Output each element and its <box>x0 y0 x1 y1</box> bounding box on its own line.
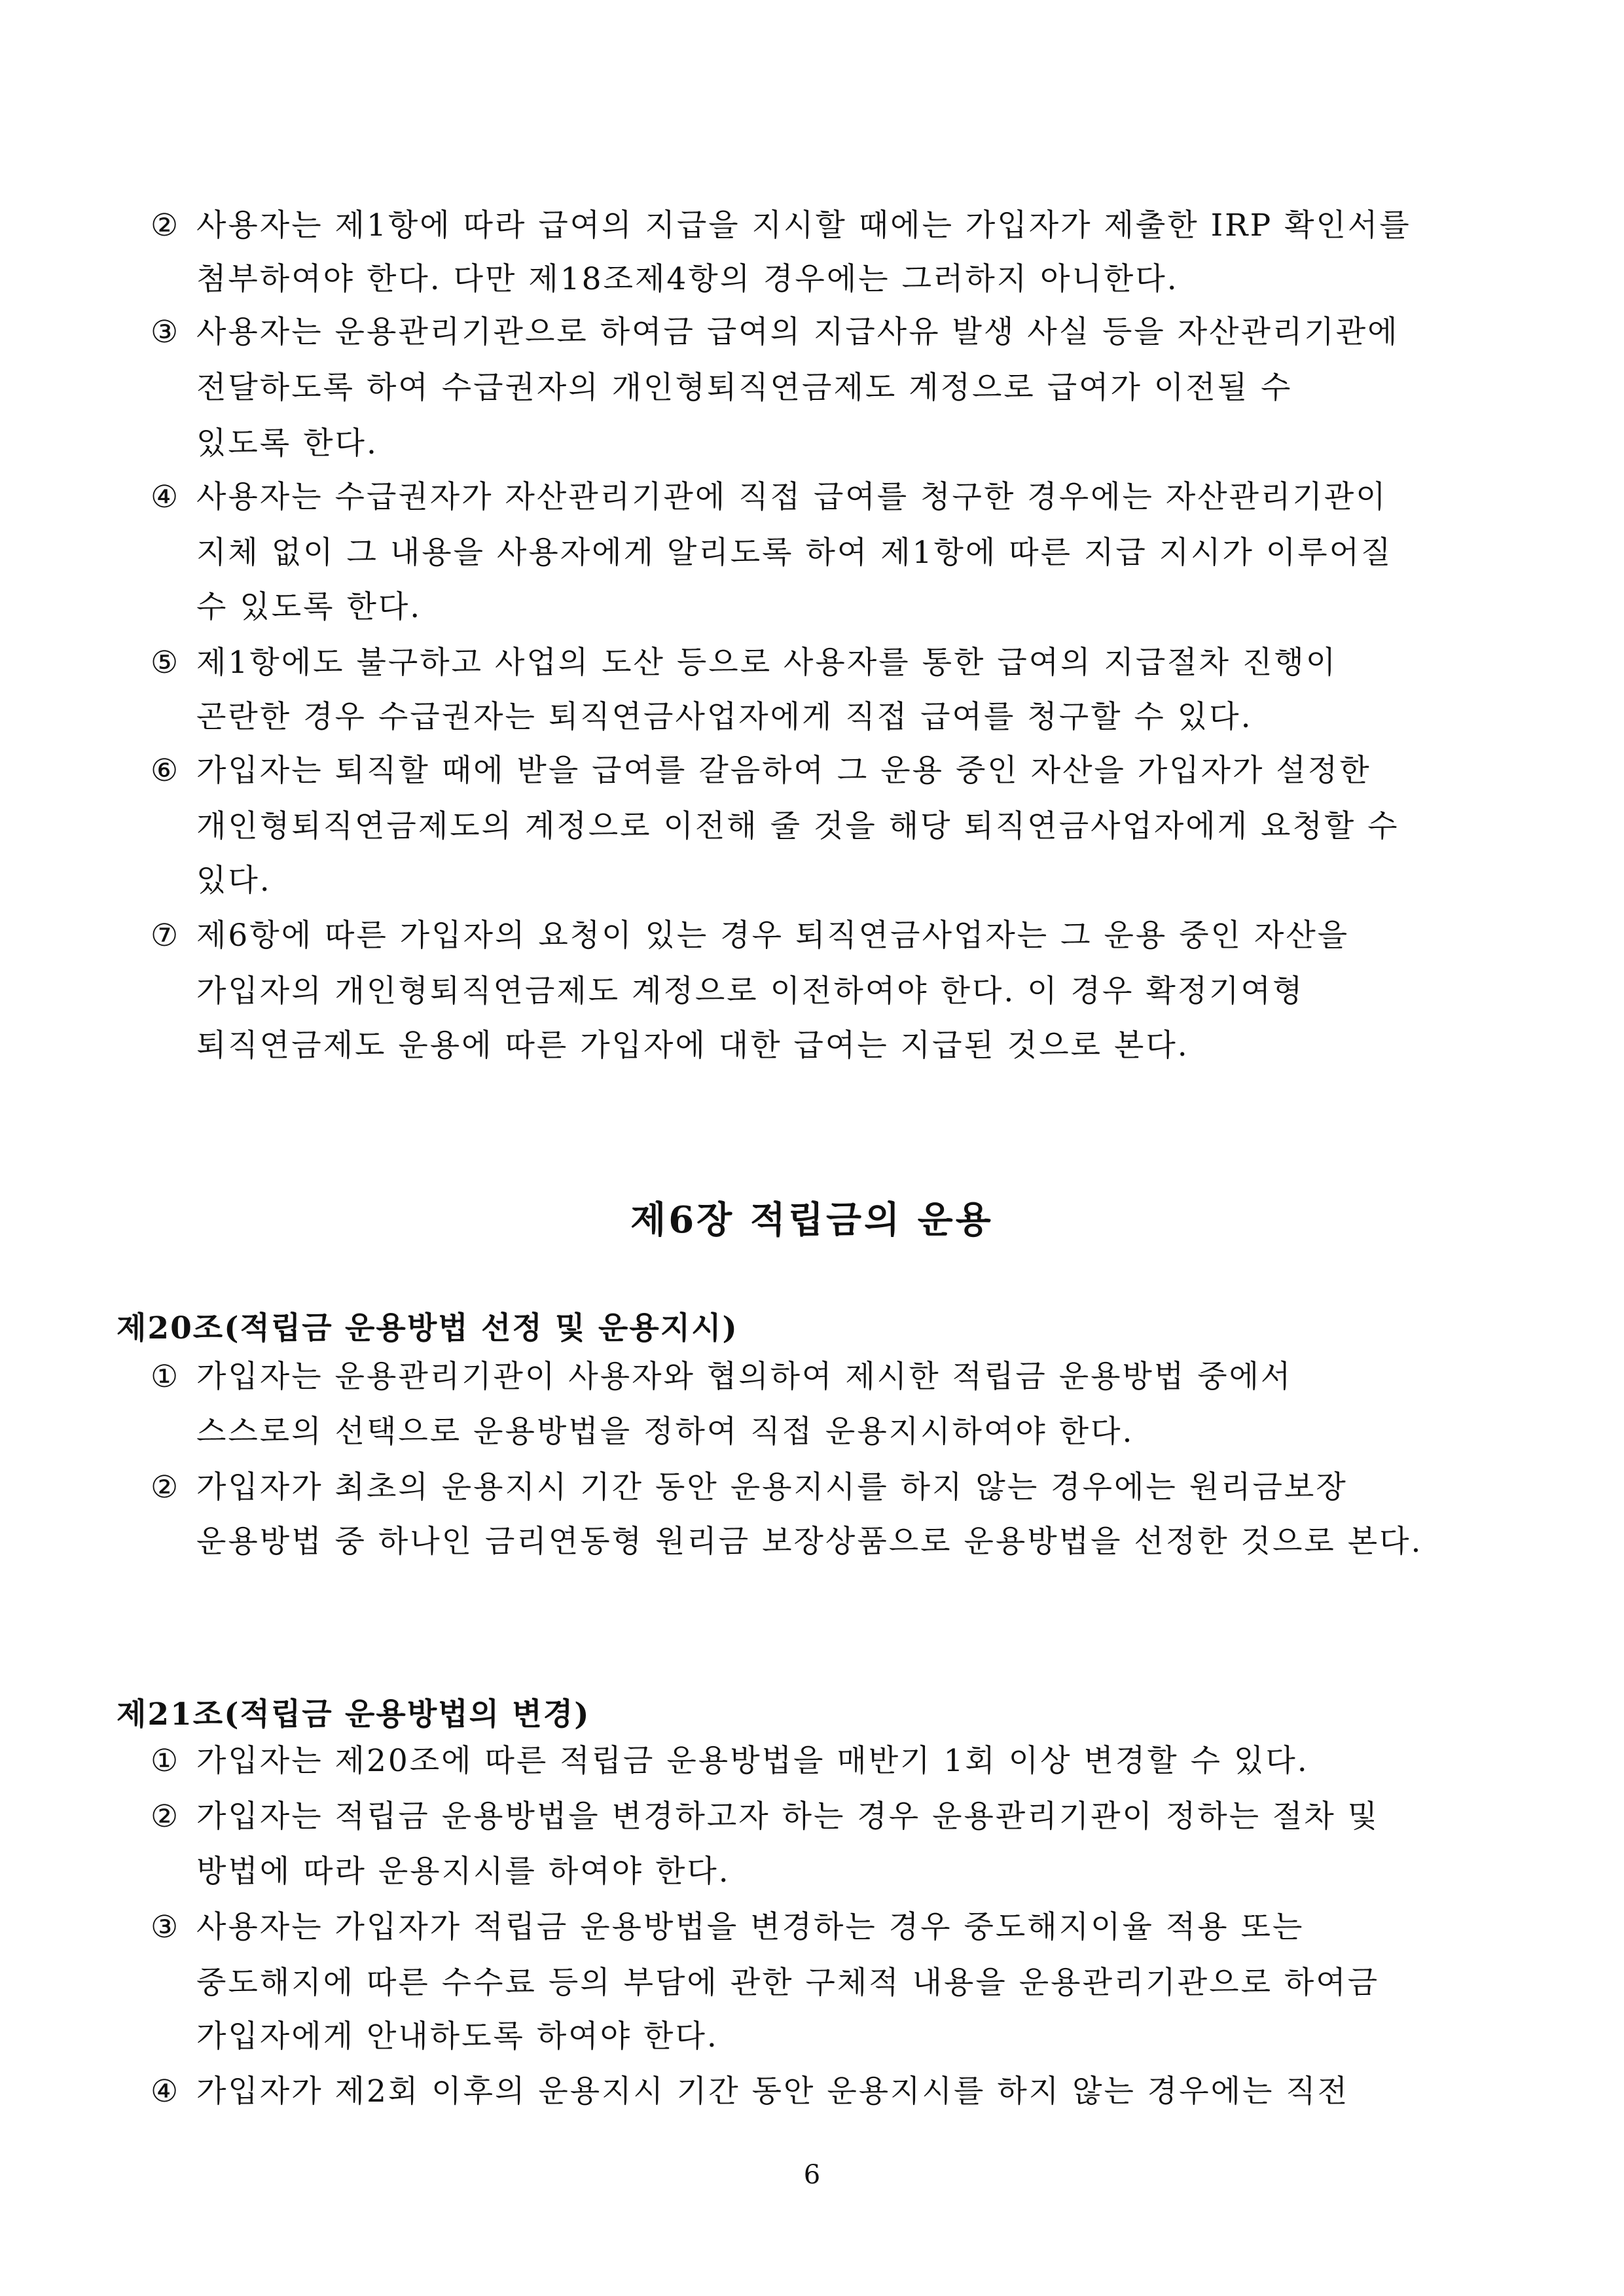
article-21-clause-3-line-3: 가입자에게 안내하도록 하여야 한다. <box>196 2018 719 2054</box>
article-20-clause-1-line-2: 스스로의 선택으로 운용방법을 정하여 직접 운용지시하여야 한다. <box>196 1414 1134 1450</box>
clause-number: ③ <box>151 314 181 350</box>
article-20-title: 제20조(적립금 운용방법 선정 및 운용지시) <box>117 1310 738 1346</box>
clause-5-line-1: ⑤ 제1항에도 불구하고 사업의 도산 등으로 사용자를 통한 급여의 지급절차 진행이 <box>151 643 1337 683</box>
clause-3-line-3: 있도록 한다. <box>196 425 378 461</box>
article-21-clause-1-line-1: ① 가입자는 제20조에 따른 적립금 운용방법을 매반기 1회 이상 변경할 수 있다. <box>151 1742 1309 1781</box>
clause-3-line-1: ③ 사용자는 운용관리기관으로 하여금 급여의 지급사유 발생 사실 등을 자산관리기관에 <box>151 313 1399 352</box>
clause-number: ③ <box>151 1909 181 1945</box>
clause-number: ⑥ <box>151 753 181 789</box>
clause-number: ④ <box>151 479 181 515</box>
clause-6-line-1: ⑥ 가입자는 퇴직할 때에 받을 급여를 갈음하여 그 운용 중인 자산을 가입자가 설정한 <box>151 751 1371 791</box>
clause-4-line-1: ④ 사용자는 수급권자가 자산관리기관에 직접 급여를 청구한 경우에는 자산관리기관이 <box>151 478 1388 517</box>
article-20-clause-2-line-1: ② 가입자가 최초의 운용지시 기간 동안 운용지시를 하지 않는 경우에는 원리금보장 <box>151 1468 1348 1507</box>
article-20-clause-1-line-1: ① 가입자는 운용관리기관이 사용자와 협의하여 제시한 적립금 운용방법 중에서 <box>151 1357 1292 1397</box>
clause-number: ① <box>151 1359 181 1395</box>
article-21-clause-4-line-1: ④ 가입자가 제2회 이후의 운용지시 기간 동안 운용지시를 하지 않는 경우에는 직전 <box>151 2072 1349 2111</box>
clause-number: ② <box>151 1469 181 1505</box>
clause-number: ② <box>151 207 181 243</box>
article-21-clause-3-line-2: 중도해지에 따른 수수료 등의 부담에 관한 구체적 내용을 운용관리기관으로 하여금 <box>196 1965 1380 2001</box>
clause-6-line-2: 개인형퇴직연금제도의 계정으로 이전해 줄 것을 해당 퇴직연금사업자에게 요청할 수 <box>196 808 1399 844</box>
clause-2-line-1: ② 사용자는 제1항에 따라 급여의 지급을 지시할 때에는 가입자가 제출한 IRP 확인서를 <box>151 206 1411 245</box>
clause-4-line-2: 지체 없이 그 내용을 사용자에게 알리도록 하여 제1항에 따른 지급 지시가 이루어질 <box>196 535 1393 571</box>
clause-5-line-2: 곤란한 경우 수급권자는 퇴직연금사업자에게 직접 급여를 청구할 수 있다. <box>196 699 1253 735</box>
clause-4-line-3: 수 있도록 한다. <box>196 589 422 625</box>
article-21-clause-2-line-2: 방법에 따라 운용지시를 하여야 한다. <box>196 1854 731 1890</box>
page-number: 6 <box>803 2160 821 2190</box>
clause-6-line-3: 있다. <box>196 863 272 899</box>
clause-number: ① <box>151 1743 181 1779</box>
article-21-title: 제21조(적립금 운용방법의 변경) <box>117 1696 590 1732</box>
article-21-clause-2-line-1: ② 가입자는 적립금 운용방법을 변경하고자 하는 경우 운용관리기관이 정하는 절차 및 <box>151 1797 1379 1837</box>
clause-number: ⑦ <box>151 918 181 954</box>
article-20-clause-2-line-2: 운용방법 중 하나인 금리연동형 원리금 보장상품으로 운용방법을 선정한 것으로 본다. <box>196 1524 1423 1560</box>
clause-7-line-3: 퇴직연금제도 운용에 따른 가입자에 대한 급여는 지급된 것으로 본다. <box>196 1028 1189 1064</box>
clause-number: ④ <box>151 2073 181 2109</box>
clause-number: ⑤ <box>151 645 181 681</box>
article-21-clause-3-line-1: ③ 사용자는 가입자가 적립금 운용방법을 변경하는 경우 중도해지이율 적용 또는 <box>151 1908 1304 1947</box>
clause-7-line-2: 가입자의 개인형퇴직연금제도 계정으로 이전하여야 한다. 이 경우 확정기여형 <box>196 973 1305 1009</box>
clause-3-line-2: 전달하도록 하여 수급권자의 개인형퇴직연금제도 계정으로 급여가 이전될 수 <box>196 370 1293 406</box>
clause-2-line-2: 첨부하여야 한다. 다만 제18조제4항의 경우에는 그러하지 아니한다. <box>196 261 1179 297</box>
clause-number: ② <box>151 1799 181 1835</box>
clause-7-line-1: ⑦ 제6항에 따른 가입자의 요청이 있는 경우 퇴직연금사업자는 그 운용 중인 자산을 <box>151 916 1349 956</box>
chapter-title: 제6장 적립금의 운용 <box>630 1198 994 1242</box>
